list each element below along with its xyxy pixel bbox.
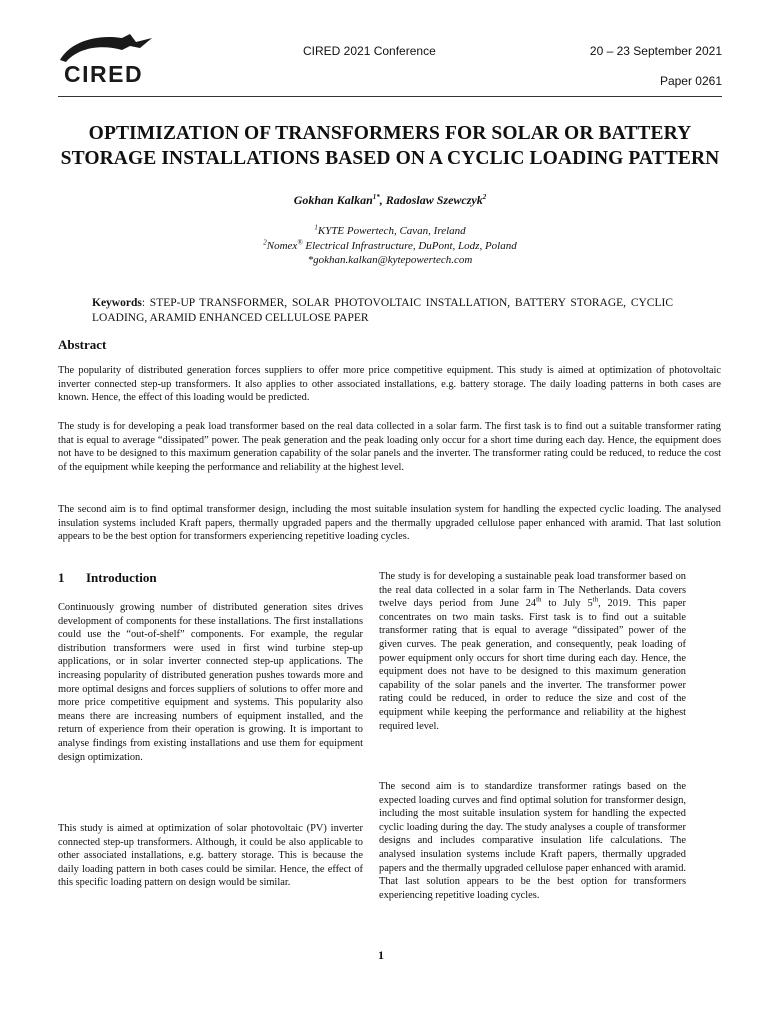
abstract-paragraph-1: The popularity of distributed generation forces suppliers to offer more price competitive equipment. This study is aimed at optimization of photovoltaic inverter connected step-up transformers. It also applies to other associated installations, e.g. battery storage. The daily loading patterns in both cases are known. Hence, the effect of this loading would be predicted. [58,365,721,404]
keywords-text: : STEP-UP TRANSFORMER, SOLAR PHOTOVOLTAIC INSTALLATION, BATTERY STORAGE, CYCLIC LOADING, ARAMID ENHANCED CELLULOSE PAPER [92,297,673,324]
affiliation-2-text-a: Nomex [266,240,298,252]
keywords-label: Keywords [92,297,142,309]
intro-p3-sup-2: th [592,595,599,604]
header-divider [58,96,722,97]
affiliation-1 [58,225,722,237]
logo-text: CIRED [64,61,144,87]
intro-p3-sup-1: th [536,595,542,604]
intro-paragraph-3 [379,570,686,733]
affiliation-2-text-b: Electrical Infrastructure, DuPont, Lodz, Poland [302,240,517,252]
intro-paragraph-4: The second aim is to standardize transformer ratings based on the expected loading curves and find optimal solution for transformer design, including the most suitable insulation system for handling the expected cyclic loading during the day. The study analyses a couple of transformer designs and includes comparative insulation life calculations. The analysed insulation systems include Kraft papers, thermally upgraded papers and the thermally upgraded cellulose paper enhanced with aramid. That last solution appears to be the best option for transformers experiencing repetitive loading cycles. [379,781,686,901]
author-2-sup: 2 [482,193,487,201]
paper-title: OPTIMIZATION OF TRANSFORMERS FOR SOLAR OR BATTERY STORAGE INSTALLATIONS BASED ON A CYCLIC LOADING PATTERN [60,123,720,169]
conference-dates: 20 – 23 September 2021 [589,44,722,58]
section-title: Introduction [86,570,157,585]
author-2: Radoslaw Szewczyk [385,193,483,207]
affiliation-2 [58,240,722,252]
paper-number: Paper 0261 [659,74,722,88]
affiliation-1-sup: 1 [314,223,318,232]
intro-p3-part-b: to July 5 [541,598,593,610]
author-1: Gokhan Kalkan [293,193,373,207]
intro-paragraph-1: Continuously growing number of distributed generation sites drives development of components for these installations. The first installations could use the “out-of-shelf” components. For example, the regular distribution transformers were used in first wind turbine step-up applications, or in solar inverter connected step-up applications. The increasing popularity of distributed generation pushes towards more and more optimal designs and forces suppliers of solutions to offer more and more price competitive equipment and systems. This popularity also means there are increasing numbers of equipment installed, and the return of experience from their operation is growing. It is important to analyse findings from existing installations and use them for equipment design optimization. [58,602,363,763]
affiliation-2-sup: 2 [263,238,267,247]
section-number: 1 [58,570,65,585]
intro-paragraph-2: This study is aimed at optimization of solar photovoltaic (PV) inverter connected step-up transformers. Although, it could be also applicable to other associated installations, e.g. battery storage. This is because the daily loading pattern in both cases could be similar. Hence, the effect of this specific loading pattern on design would be similar. [58,823,363,889]
conference-name: CIRED 2021 Conference [303,44,436,58]
author-separator: , [379,193,386,207]
abstract-heading: Abstract [58,337,107,352]
intro-p3-part-a: The study is for developing a sustainable peak load transformer based on the real data collected in a solar farm in The Netherlands. Data covers twelve days period from June 24 [379,571,686,610]
cired-logo [56,30,156,88]
affiliation-1-text: KYTE Powertech, Cavan, Ireland [317,225,466,237]
author-1-sup: 1* [372,193,380,201]
author-line [58,193,722,208]
intro-p3-part-c: , 2019. This paper concentrates on two main tasks. First task is to find out a suitable transformer rating that is equal to average “dissipated” power of the given curves. The peak generation, and consequently, peak loading of power equipment only occurs for short time during each day. Hence, the equipment does not have to be designed to this maximum generation capability of the solar panels and the inverter. The transformer power rating could be reduced, in order to reduce the size and cost of the equipment while keeping the performance and reliability at the highest required level. [379,598,686,732]
keywords [92,296,673,326]
abstract-paragraph-3: The second aim is to find optimal transformer design, including the most suitable insulation system for handling the expected cyclic loading. The analysed insulation systems included Kraft papers, thermally upgraded papers and the thermally upgraded cellulose paper enhanced with aramid. That last solution appears to be the best option for transformers experiencing repetitive loading cycles. [58,504,721,543]
introduction-heading [58,570,157,586]
contact-email: *gokhan.kalkan@kytepowertech.com [307,254,473,266]
page-number: 1 [378,948,384,962]
abstract-paragraph-2: The study is for developing a peak load transformer based on the real data collected in a solar farm. The first task is to find out a suitable transformer rating that is equal to average “dissipated” power. The peak generation and the peak loading only occur for a short time during each day. Hence, the equipment does not have to be designed to this maximum generation capability of the solar panels and the inverter. The transformer rating could be reduced, to reduce the cost of the equipment while keeping the performance and reliability at the highest level. [58,421,721,473]
registered-mark: ® [297,238,303,247]
lightning-arc-icon [60,34,152,62]
